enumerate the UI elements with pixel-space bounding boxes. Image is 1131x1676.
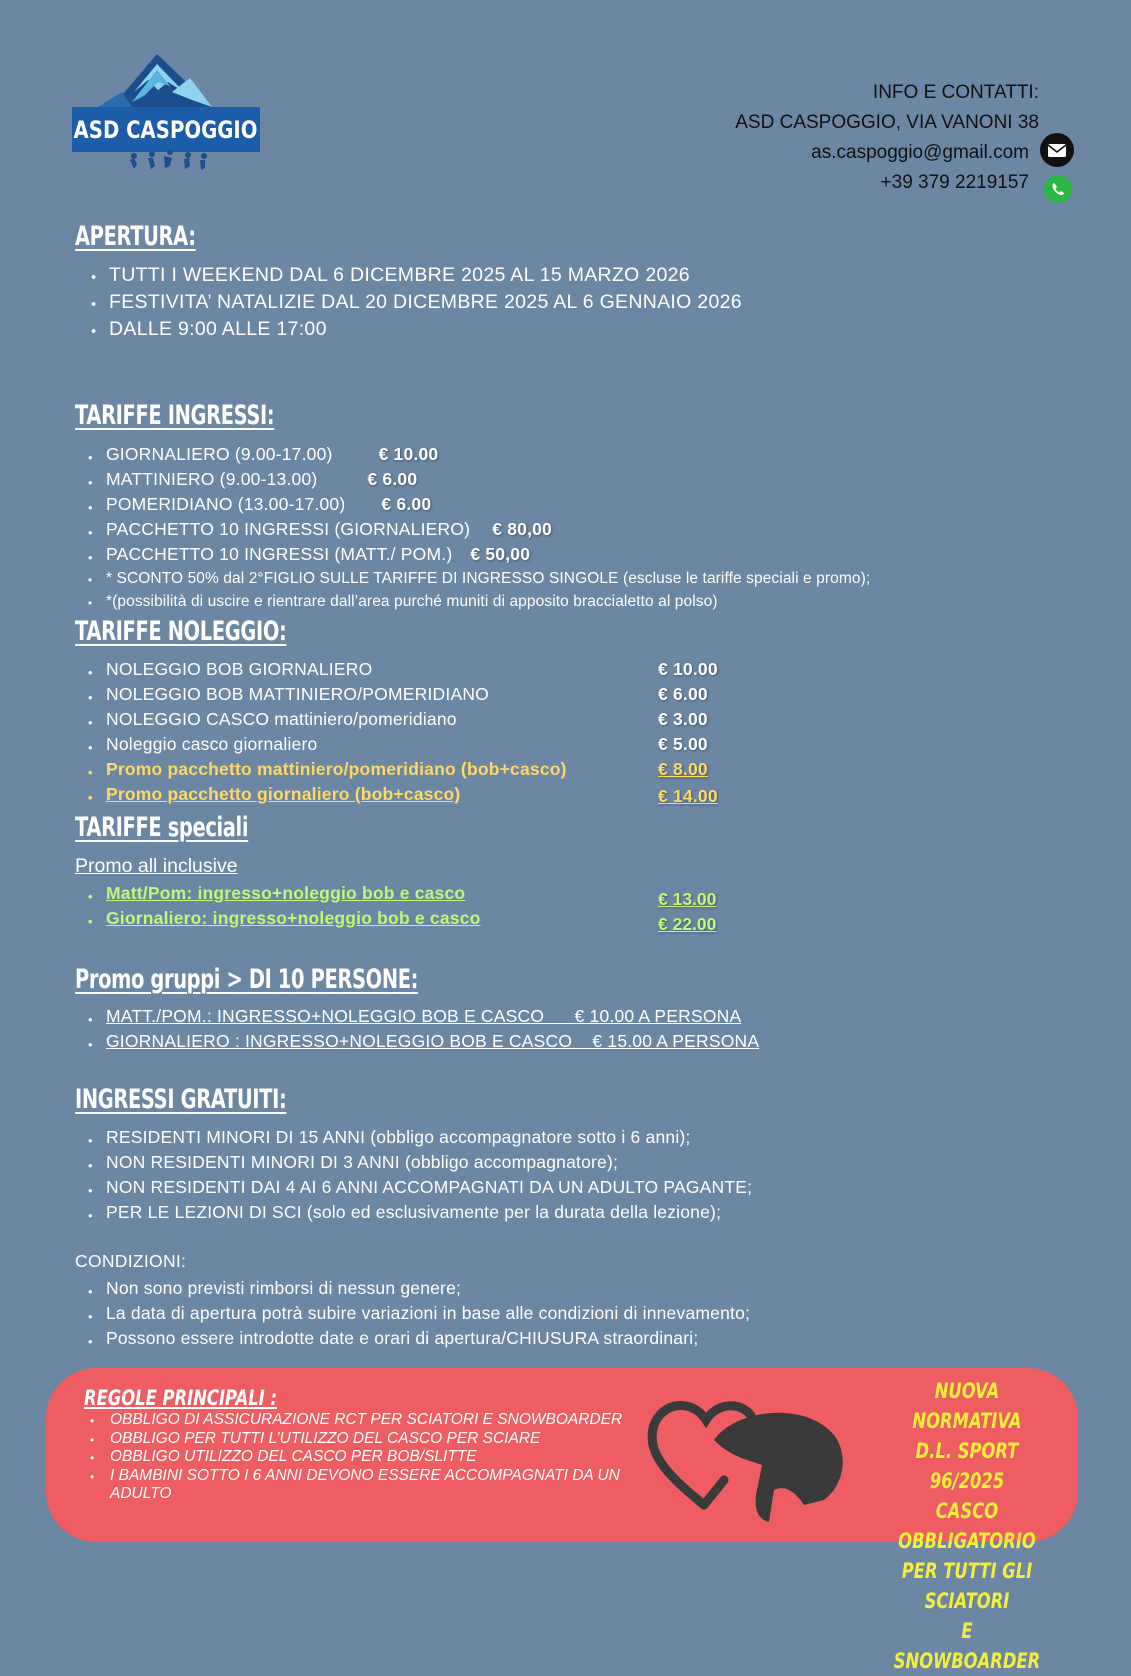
list-item [74,657,734,682]
contacts-title: INFO E CONTATTI: [872,82,1039,103]
contacts-phone[interactable]: +39 379 2219157 [880,172,1029,193]
ingressi-gratuiti-heading: INGRESSI GRATUITI: [75,1084,287,1115]
list-item: • DALLE 9:00 ALLE 17:00 [77,316,742,343]
promo-price: € 8.00 [658,759,708,779]
list-item: • TUTTI I WEEKEND DAL 6 DICEMBRE 2025 AL 15 MARZO 2026 [77,262,742,289]
list-item [74,732,734,757]
heart-helmet-icon [644,1390,864,1530]
speciali-price: € 13.00 [658,889,717,909]
rule-item: • OBBLIGO UTILIZZO DEL CASCO PER BOB/SLITTE [84,1448,644,1467]
condizioni-list [74,1276,750,1351]
condizioni-heading: CONDIZIONI: [75,1251,187,1271]
list-item: • FESTIVITA’ NATALIZIE DAL 20 DICEMBRE 2025 AL 6 GENNAIO 2026 [77,289,742,316]
promo-price: € 14.00 [658,786,718,806]
noleggio-price: € 6.00 [658,684,708,704]
ingresso-price: € 6.00 [381,494,432,514]
logo-text: ASD CASPOGGIO [73,117,258,145]
list-item [74,682,734,707]
contacts-email[interactable]: as.caspoggio@gmail.com [811,142,1029,163]
ingressi-notes [74,567,870,613]
list-item: • RESIDENTI MINORI DI 15 ANNI (obbligo accompagnatore sotto i 6 anni); [74,1125,752,1150]
tariffe-ingressi-heading: TARIFFE INGRESSI: [75,400,275,431]
rule-item: • I BAMBINI SOTTO I 6 ANNI DEVONO ESSERE ACCOMPAGNATI DA UN ADULTO [84,1467,644,1504]
ingresso-label: GIORNALIERO (9.00-17.00) [106,444,333,464]
list-item [74,492,552,517]
list-item [74,1004,759,1029]
promo-label: Promo pacchetto giornaliero (bob+casco) [106,784,461,804]
ingresso-label: PACCHETTO 10 INGRESSI (GIORNALIERO) [106,519,471,539]
promo-item [74,757,734,782]
gratuiti-list [74,1125,752,1225]
tariffe-noleggio-heading: TARIFFE NOLEGGIO: [75,616,287,647]
list-item: • NON RESIDENTI DAI 4 AI 6 ANNI ACCOMPAGNATI DA UN ADULTO PAGANTE; [74,1175,752,1200]
list-item [74,517,552,542]
rule-item: • OBBLIGO PER TUTTI L’UTILIZZO DEL CASCO PER SCIARE [84,1430,644,1449]
speciali-price: € 22.00 [658,914,717,934]
normativa-line: CASCO OBBLIGATORIO [898,1499,1036,1553]
promo-all-inclusive-label: Promo all inclusive [75,855,238,877]
noleggio-label: NOLEGGIO BOB GIORNALIERO [106,659,373,679]
gruppi-list [74,1004,759,1054]
ingresso-price: € 10.00 [378,444,439,464]
mail-icon[interactable] [1040,133,1074,167]
ingresso-label: MATTINIERO (9.00-13.00) [106,469,318,489]
ingresso-label: POMERIDIANO (13.00-17.00) [106,494,346,514]
regole-list [84,1411,644,1504]
note-item: • *(possibilità di uscire e rientrare dall’area purché muniti di apposito braccialetto al polso) [74,590,870,613]
noleggio-label: Noleggio casco giornaliero [106,734,318,754]
promo-item: • Giornaliero: ingresso+noleggio bob e casco [74,906,481,931]
list-item [74,467,552,492]
apertura-list [77,262,742,343]
asd-caspoggio-logo [72,52,260,174]
noleggio-list [74,657,734,807]
ingressi-list [74,442,552,567]
promo-label: Promo pacchetto mattiniero/pomeridiano (bob+casco) [106,759,567,779]
noleggio-label: NOLEGGIO BOB MATTINIERO/POMERIDIANO [106,684,489,704]
noleggio-price: € 3.00 [658,709,708,729]
whatsapp-icon[interactable] [1044,175,1072,203]
list-item: • NON RESIDENTI MINORI DI 3 ANNI (obbligo accompagnatore); [74,1150,752,1175]
noleggio-price: € 10.00 [658,659,718,679]
speciali-list [74,881,481,931]
list-item [74,442,552,467]
promo-gruppi-heading: Promo gruppi > DI 10 PERSONE: [75,964,419,995]
normativa-line: D.L. SPORT 96/2025 [915,1439,1019,1493]
contact-info [735,78,1039,198]
noleggio-price: € 5.00 [658,734,708,754]
normativa-line: NUOVA NORMATIVA [912,1379,1022,1433]
normativa-line: PER TUTTI GLI SCIATORI [901,1559,1033,1613]
list-item [74,1029,759,1054]
ingresso-price: € 50,00 [470,544,531,564]
list-item: • La data di apertura potrà subire variazioni in base alle condizioni di innevamento; [74,1301,750,1326]
ingresso-price: € 80,00 [492,519,552,539]
list-item: • Possono essere introdotte date e orari di apertura/CHIUSURA straordinari; [74,1326,750,1351]
noleggio-label: NOLEGGIO CASCO mattiniero/pomeridiano [106,709,457,729]
rule-item: • OBBLIGO DI ASSICURAZIONE RCT PER SCIATORI E SNOWBOARDER [84,1411,644,1430]
regole-heading: REGOLE PRINCIPALI : [84,1386,278,1410]
normativa-line: E SNOWBOARDER [893,1619,1041,1673]
gruppi-item-text: GIORNALIERO : INGRESSO+NOLEGGIO BOB E CASCO € 15.00 A PERSONA [106,1031,760,1051]
list-item [74,707,734,732]
ingresso-price: € 6.00 [367,469,418,489]
apertura-heading: APERTURA: [75,221,196,252]
promo-item: • Matt/Pom: ingresso+noleggio bob e casco [74,881,481,906]
note-item: • * SCONTO 50% dal 2°FIGLIO SULLE TARIFFE DI INGRESSO SINGOLE (escluse le tariffe speciali e promo); [74,567,870,590]
tariffe-speciali-heading: TARIFFE speciali [75,812,249,843]
normativa-notice [893,1376,1041,1676]
contacts-address: ASD CASPOGGIO, VIA VANONI 38 [735,112,1039,133]
list-item [74,542,552,567]
promo-item [74,782,734,807]
ingresso-label: PACCHETTO 10 INGRESSI (MATT./ POM.) [106,544,453,564]
gruppi-item-text: MATT./POM.: INGRESSO+NOLEGGIO BOB E CASCO € 10.00 A PERSONA [106,1006,742,1026]
list-item: • Non sono previsti rimborsi di nessun genere; [74,1276,750,1301]
list-item: • PER LE LEZIONI DI SCI (solo ed esclusivamente per la durata della lezione); [74,1200,752,1225]
